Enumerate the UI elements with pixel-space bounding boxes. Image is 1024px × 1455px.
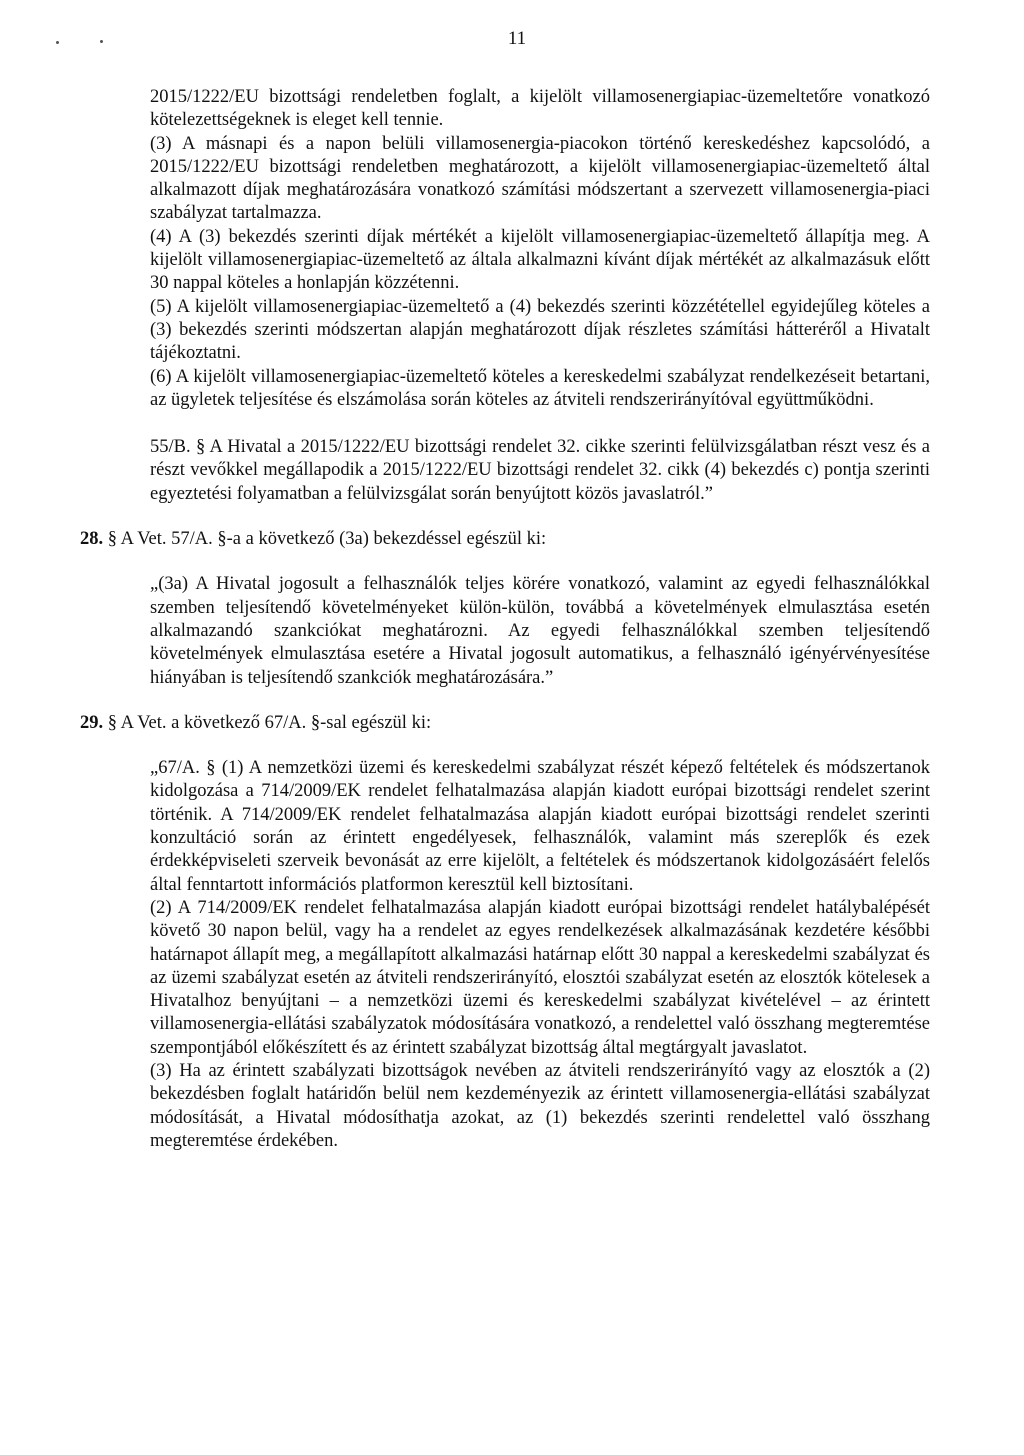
section-67a-paragraph-2: (2) A 714/2009/EK rendelet felhatalmazása alapján kiadott európai bizottsági rendelet hatálybalépését követő 30 napon belül, vagy ha a rendelet az egyes rendelkezések alkalmazásának kezdetére későbbi határnapot állapít meg, a megállapított alkalmazási határnap előtt 30 nappal a kereskedelmi szabályzat és az üzemi szabályzat esetén az átviteli rendszerirányító, elosztói szabályzat esetén az elosztók kötelesek a Hivatalhoz benyújtani – a nemzetközi üzemi és kereskedelmi szabályzat kivételével – az érintett villamosenergia-ellátási szabályzatok módosítására vonatkozó, a rendelettel való összhang megteremtése szempontjából előkészített és az érintett szabályzat bizottság által megtárgyalt javaslatot. xyxy=(150,897,930,1058)
paragraph-5: (5) A kijelölt villamosenergiapiac-üzemeltető a (4) bekezdés szerinti közzététellel egyidejűleg köteles a (3) bekezdés szerinti módszertan alapján meghatározott díjak részletes számítási hátteréről a Hivatalt tájékoztatni. xyxy=(150,296,930,364)
paragraph-4: (4) A (3) bekezdés szerinti díjak mértékét a kijelölt villamosenergiapiac-üzemeltető állapítja meg. A kijelölt villamosenergiapiac-üzemeltető az általa alkalmazni kívánt díjak mértékét az alkalmazásuk előtt 30 nappal köteles a honlapján közzétenni. xyxy=(150,226,930,294)
section-67a-paragraph-3: (3) Ha az érintett szabályzati bizottságok nevében az átviteli rendszerirányító vagy az elosztók a (2) bekezdésben foglalt határidőn belül nem kezdeményezik az érintett villamosenergia-ellátási szabályzat módosítását, a Hivatal módosíthatja azokat, az (1) bekezdés szerinti rendelettel való összhang megteremtése érdekében. xyxy=(150,1060,930,1151)
paragraph-continuation: 2015/1222/EU bizottsági rendeletben foglalt, a kijelölt villamosenergiapiac-üzemeltetőre vonatkozó kötelezettségeknek is eleget kell tennie. xyxy=(150,87,930,131)
amendment-number: 29. xyxy=(80,712,104,733)
amendment-text: § A Vet. 57/A. §-a a következő (3a) bekezdéssel egészül ki: xyxy=(103,529,547,550)
amendment-text: § A Vet. a következő 67/A. §-sal egészül ki: xyxy=(103,712,432,733)
paragraph-3: (3) A másnapi és a napon belüli villamosenergia-piacokon történő kereskedéshez kapcsolódó, a 2015/1222/EU bizottsági rendeletben meghatározott, a kijelölt villamosenergiapiac-üzemeltető által alkalmazott díjak meghatározására vonatkozó számítási módszertant a szervezett villamosenergia-piaci szabályzat tartalmazza. xyxy=(150,133,930,224)
amendment-29 xyxy=(80,712,930,735)
section-67a-paragraph-1: „67/A. § (1) A nemzetközi üzemi és kereskedelmi szabályzat részét képező feltételek és módszertanok kidolgozása a 714/2009/EK rendelet felhatalmazása alapján kiadott európai bizottsági rendelet szerint történik. A 714/2009/EK rendelet felhatalmazása alapján kiadott európai bizottsági rendelet szerinti konzultáció során az érintett engedélyesek, felhasználók, valamint más szereplők és ezek érdekképviseleti szerveik bevonását az erre kijelölt, a feltételek és módszertanok kidolgozásáért felelős által fenntartott információs platformon keresztül kell biztosítani. xyxy=(150,758,930,895)
section-55b: 55/B. § A Hivatal a 2015/1222/EU bizottsági rendelet 32. cikke szerinti felülvizsgálatban részt vesz és a részt vevőkkel megállapodik a 2015/1222/EU bizottsági rendelet 32. cikk (4) bekezdés c) pontja szerinti egyeztetési folyamatban a felülvizsgálat során benyújtott közös javaslatról.” xyxy=(150,437,930,504)
page-number: 11 xyxy=(507,28,527,49)
document-body xyxy=(80,86,930,1153)
quoted-paragraph-3a: „(3a) A Hivatal jogosult a felhasználók teljes körére vonatkozó, valamint az egyedi felhasználókkal szemben teljesítendő követelményeket külön-külön, továbbá a követelmények elmulasztása esetén alkalmazandó szankciókat meghatározni. Az egyedi felhasználókkal szemben teljesítendő követelmények elmulasztása esetére a Hivatal jogosult automatikus, a felhasználó igényérvényesítése hiányában is teljesítendő szankciók meghatározására.” xyxy=(150,574,930,688)
amendment-number: 28. xyxy=(80,529,104,550)
amendment-28 xyxy=(80,528,930,551)
paragraph-6: (6) A kijelölt villamosenergiapiac-üzemeltető köteles a kereskedelmi szabályzat rendelkezéseit betartani, az ügyletek teljesítése és elszámolása során köteles az átviteli rendszerirányítóval együttműködni. xyxy=(150,366,930,410)
